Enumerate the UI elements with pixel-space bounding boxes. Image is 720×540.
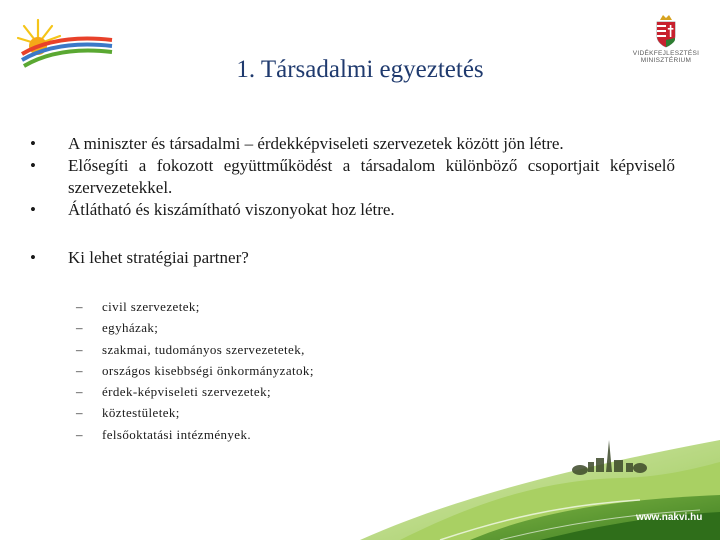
- partner-item: [76, 339, 314, 360]
- partner-text: civil szervezetek;: [102, 299, 200, 314]
- dash-marker: –: [76, 405, 83, 421]
- bullet-item: [30, 133, 675, 155]
- dash-marker: –: [76, 362, 83, 378]
- partner-item: [76, 360, 314, 381]
- dash-marker: –: [76, 299, 83, 314]
- bullet-marker: •: [30, 248, 36, 267]
- dash-marker: –: [76, 320, 83, 336]
- bullet-marker: •: [30, 156, 36, 175]
- partner-text: országos kisebbségi önkormányzatok;: [102, 362, 314, 378]
- bullet-item: [30, 247, 675, 269]
- bullet-marker: •: [30, 200, 36, 219]
- partner-item: [76, 296, 314, 317]
- dash-marker: –: [76, 384, 83, 400]
- partner-item: [76, 402, 314, 423]
- bullet-marker: •: [30, 134, 36, 153]
- partner-item: [76, 317, 314, 338]
- dash-marker: –: [76, 341, 83, 357]
- partner-item: [76, 424, 314, 445]
- footer-url: www.nakvi.hu: [636, 512, 703, 523]
- partner-text: egyházak;: [102, 320, 159, 336]
- partner-text: felsőoktatási intézmények.: [102, 426, 252, 442]
- bullet-item: [30, 199, 675, 221]
- slide-title: 1. Társadalmi egyeztetés: [236, 56, 484, 83]
- ministry-label: VIDÉKFEJLESZTÉSI MINISZTÉRIUM: [632, 50, 700, 64]
- partner-text: köztestületek;: [102, 405, 180, 421]
- partner-list: [76, 296, 314, 445]
- bullet-list: [30, 133, 675, 269]
- dash-marker: –: [76, 426, 83, 442]
- bullet-text: A miniszter és társadalmi – érdekképviseleti szervezetek között jön létre.: [68, 134, 564, 153]
- bullet-text: Átlátható és kiszámítható viszonyokat hoz létre.: [68, 200, 395, 219]
- bullet-item: [30, 155, 675, 199]
- bullet-text: Elősegíti a fokozott együttműködést a társadalom különböző csoportjait képviselő szervezetekkel.: [68, 156, 675, 197]
- partner-item: [76, 381, 314, 402]
- partner-text: szakmai, tudományos szervezetetek,: [102, 341, 305, 357]
- partner-text: érdek-képviseleti szervezetek;: [102, 384, 271, 400]
- hungarian-crest-icon: [655, 12, 677, 48]
- bullet-text: Ki lehet stratégiai partner?: [68, 248, 249, 267]
